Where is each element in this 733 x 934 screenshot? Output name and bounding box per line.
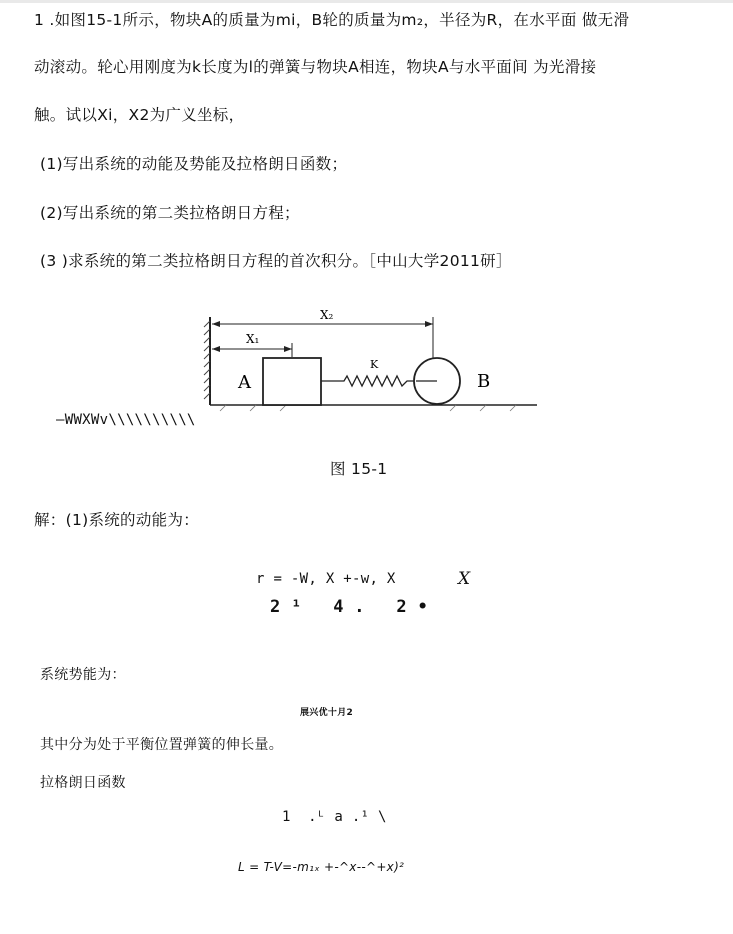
spring-k-label: K bbox=[370, 358, 379, 371]
x2-arrow-left bbox=[212, 321, 220, 327]
solution-intro: 解：(1)系统的动能为： bbox=[34, 511, 200, 529]
figure-15-1-diagram bbox=[196, 305, 537, 415]
x2-arrow-right bbox=[425, 321, 433, 327]
potential-energy-label: 系统势能为： bbox=[40, 667, 126, 683]
kinetic-energy-equation: r = -W, X +-w, X bbox=[256, 571, 396, 587]
kinetic-energy-subscripts: 2 ¹ 4 . 2 • bbox=[270, 597, 429, 617]
lagrangian-equation: L = T-V=-m₁ₓ +-^x--^+x)² bbox=[238, 860, 405, 874]
problem-line-2: 动滚动。轮心用刚度为k长度为l的弹簧与物块A相连，物块A与水平面间 为光滑接 bbox=[34, 58, 597, 76]
spring-extension-note: 其中分为处于平衡位置弹簧的伸长量。 bbox=[40, 737, 284, 753]
question-2: (2)写出系统的第二类拉格朗日方程； bbox=[40, 204, 300, 222]
problem-line-1: 1 .如图15-1所示，物块A的质量为mi，B轮的质量为m₂，半径为R，在水平面 做无滑 bbox=[34, 11, 630, 29]
spring bbox=[321, 376, 416, 386]
figure-artifact-text: —WWXWv\\\\\\\\\\ bbox=[56, 412, 196, 428]
block-a bbox=[263, 358, 321, 405]
lagrangian-label: 拉格朗日函数 bbox=[40, 775, 126, 791]
figure-caption: 图 15-1 bbox=[330, 460, 388, 478]
wheel-b-label: B bbox=[477, 371, 491, 392]
x2-label: X₂ bbox=[320, 308, 334, 322]
x1-label: X₁ bbox=[246, 332, 260, 346]
question-3: (3 )求系统的第二类拉格朗日方程的首次积分。［中山大学2011研］ bbox=[40, 252, 512, 270]
x1-arrow-right bbox=[284, 346, 292, 352]
question-1: (1)写出系统的动能及势能及拉格朗日函数； bbox=[40, 155, 348, 173]
kinetic-energy-italic-x: X bbox=[458, 569, 471, 589]
block-a-label: A bbox=[238, 372, 251, 393]
lagrangian-equation-upper: 1 .ᴸ a .¹ \ bbox=[282, 809, 387, 825]
x1-arrow-left bbox=[212, 346, 220, 352]
potential-energy-garbled-equation: 展兴优十月2 bbox=[300, 708, 354, 718]
top-rule bbox=[0, 0, 733, 3]
problem-line-3: 触。试以Xi，X2为广义坐标， bbox=[34, 106, 245, 124]
